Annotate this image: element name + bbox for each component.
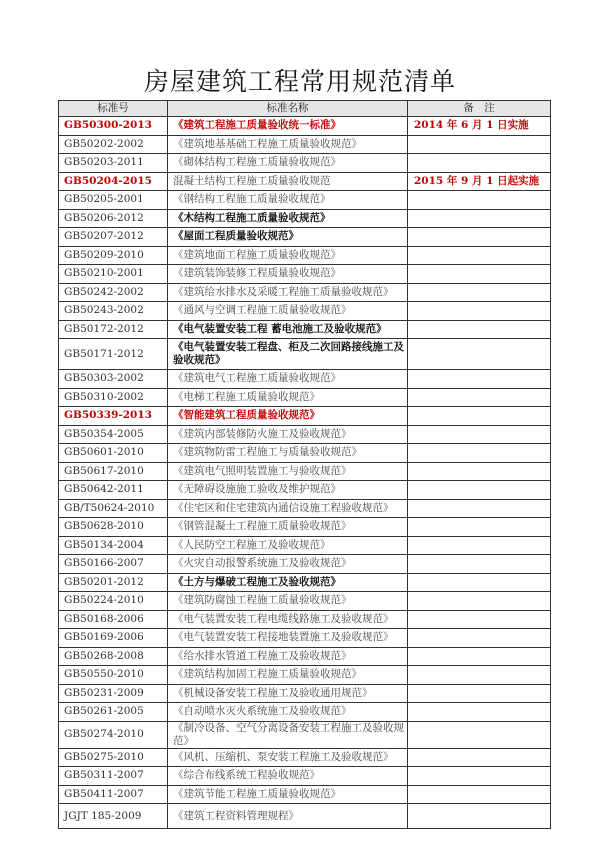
- standard-note: [408, 647, 551, 666]
- standard-note: 2015 年 9 月 1 日起实施: [408, 172, 551, 191]
- standard-name: 《钢结构工程施工质量验收规范》: [168, 191, 408, 210]
- standard-note: [408, 804, 551, 829]
- table-header-row: [59, 101, 551, 117]
- standard-name: 《屋面工程质量验收规范》: [168, 228, 408, 247]
- standard-name: 《无障碍设施施工验收及维护规范》: [168, 481, 408, 500]
- table-row: [59, 425, 551, 444]
- standard-code: JGJT 185-2009: [59, 804, 168, 829]
- table-row: [59, 804, 551, 829]
- standard-name: 《机械设备安装工程施工及验收通用规范》: [168, 684, 408, 703]
- standard-code: GB50261-2005: [59, 703, 168, 722]
- table-row: [59, 370, 551, 389]
- standard-name: 《智能建筑工程质量验收规范》: [168, 407, 408, 426]
- header-note: 备 注: [408, 101, 551, 117]
- standard-name: 《电气装置安装工程接地装置施工及验收规范》: [168, 629, 408, 648]
- standard-code: GB50166-2007: [59, 555, 168, 574]
- table-row: [59, 246, 551, 265]
- standard-note: [408, 246, 551, 265]
- standard-name: 《建筑内部装修防火施工及验收规范》: [168, 425, 408, 444]
- standard-note: [408, 629, 551, 648]
- standard-note: [408, 555, 551, 574]
- standard-code: GB50201-2012: [59, 573, 168, 592]
- standard-name: 《土方与爆破工程施工及验收规范》: [168, 573, 408, 592]
- standard-name: 《电气装置安装工程电缆线路施工及验收规范》: [168, 610, 408, 629]
- standard-code: GB50202-2002: [59, 135, 168, 154]
- standard-name: 《建筑工程资料管理规程》: [168, 804, 408, 829]
- standard-code: GB50617-2010: [59, 462, 168, 481]
- table-row: [59, 748, 551, 767]
- standard-code: GB50172-2012: [59, 320, 168, 339]
- standard-code: GB50203-2011: [59, 154, 168, 173]
- table-row: [59, 462, 551, 481]
- table-row: [59, 721, 551, 748]
- standard-note: [408, 154, 551, 173]
- standard-note: [408, 265, 551, 284]
- table-row: [59, 555, 551, 574]
- table-row: [59, 647, 551, 666]
- standard-name: 《自动喷水灭火系统施工及验收规范》: [168, 703, 408, 722]
- standard-name: 《火灾自动报警系统施工及验收规范》: [168, 555, 408, 574]
- standard-code: GB50411-2007: [59, 785, 168, 804]
- standard-note: [408, 228, 551, 247]
- standard-note: [408, 703, 551, 722]
- standard-name: 《钢管混凝土工程施工质量验收规范》: [168, 518, 408, 537]
- standard-name: 《制冷设备、空气分离设备安装工程施工及验收规范》: [168, 721, 408, 748]
- standard-name: 《建筑节能工程施工质量验收规范》: [168, 785, 408, 804]
- standard-code: GB50224-2010: [59, 592, 168, 611]
- page-title: 房屋建筑工程常用规范清单: [143, 67, 456, 96]
- standard-note: [408, 135, 551, 154]
- standard-name: 《人民防空工程施工及验收规范》: [168, 536, 408, 555]
- table-row: [59, 135, 551, 154]
- header-name: 标准名称: [168, 101, 408, 117]
- standard-note: 2014 年 6 月 1 日实施: [408, 117, 551, 136]
- standard-name: 《建筑装饰装修工程质量验收规范》: [168, 265, 408, 284]
- standard-note: [408, 302, 551, 321]
- standard-note: [408, 370, 551, 389]
- table-row: [59, 767, 551, 786]
- standard-note: [408, 320, 551, 339]
- standard-name: 《通风与空调工程施工质量验收规范》: [168, 302, 408, 321]
- standard-code: GB50268-2008: [59, 647, 168, 666]
- standard-name: 《建筑给水排水及采暖工程施工质量验收规范》: [168, 283, 408, 302]
- standard-note: [408, 407, 551, 426]
- table-row: [59, 518, 551, 537]
- standard-code: GB50354-2005: [59, 425, 168, 444]
- table-row: [59, 785, 551, 804]
- standard-note: [408, 721, 551, 748]
- standard-code: GB50171-2012: [59, 339, 168, 370]
- table-row: [59, 629, 551, 648]
- standard-code: GB50601-2010: [59, 444, 168, 463]
- table-row: [59, 320, 551, 339]
- table-row: [59, 302, 551, 321]
- table-row: [59, 499, 551, 518]
- table-row: [59, 172, 551, 191]
- standard-note: [408, 592, 551, 611]
- standard-code: GB/T50624-2010: [59, 499, 168, 518]
- standard-note: [408, 481, 551, 500]
- standard-code: GB50168-2006: [59, 610, 168, 629]
- standard-note: [408, 610, 551, 629]
- standard-note: [408, 573, 551, 592]
- standard-note: [408, 684, 551, 703]
- table-row: [59, 407, 551, 426]
- table-body: [59, 117, 551, 829]
- standard-note: [408, 191, 551, 210]
- standard-name: 《电梯工程施工质量验收规范》: [168, 388, 408, 407]
- standard-name: 《建筑电气工程施工质量验收规范》: [168, 370, 408, 389]
- table-row: [59, 283, 551, 302]
- standard-note: [408, 785, 551, 804]
- table-row: [59, 209, 551, 228]
- table-row: [59, 481, 551, 500]
- standard-name: 《电气装置安装工程 蓄电池施工及验收规范》: [168, 320, 408, 339]
- table-row: [59, 592, 551, 611]
- standard-name: 《建筑防腐蚀工程施工质量验收规范》: [168, 592, 408, 611]
- table-row: [59, 444, 551, 463]
- standard-code: GB50231-2009: [59, 684, 168, 703]
- standard-code: GB50242-2002: [59, 283, 168, 302]
- standard-note: [408, 283, 551, 302]
- table-row: [59, 666, 551, 685]
- standard-name: 《砌体结构工程施工质量验收规范》: [168, 154, 408, 173]
- header-code: 标准号: [59, 101, 168, 117]
- standard-note: [408, 209, 551, 228]
- standard-note: [408, 536, 551, 555]
- standard-name: 《综合布线系统工程验收规范》: [168, 767, 408, 786]
- standard-code: GB50300-2013: [59, 117, 168, 136]
- standard-code: GB50311-2007: [59, 767, 168, 786]
- standard-name: 《建筑物防雷工程施工与质量验收规范》: [168, 444, 408, 463]
- standard-note: [408, 748, 551, 767]
- standard-note: [408, 767, 551, 786]
- standard-code: GB50206-2012: [59, 209, 168, 228]
- standard-code: GB50243-2002: [59, 302, 168, 321]
- standard-code: GB50210-2001: [59, 265, 168, 284]
- table-row: [59, 339, 551, 370]
- standard-name: 《建筑电气照明装置施工与验收规范》: [168, 462, 408, 481]
- standard-name: 《住宅区和住宅建筑内通信设施工程验收规范》: [168, 499, 408, 518]
- standard-name: 《建筑工程施工质量验收统一标准》: [168, 117, 408, 136]
- standards-table: [58, 100, 551, 829]
- standard-code: GB50207-2012: [59, 228, 168, 247]
- standard-name: 《建筑结构加固工程施工质量验收规范》: [168, 666, 408, 685]
- table-row: [59, 536, 551, 555]
- standard-name: 《给水排水管道工程施工及验收规范》: [168, 647, 408, 666]
- standard-name: 《建筑地面工程施工质量验收规范》: [168, 246, 408, 265]
- standard-note: [408, 462, 551, 481]
- standard-name: 混凝土结构工程施工质量验收规范: [168, 172, 408, 191]
- standard-note: [408, 518, 551, 537]
- table-row: [59, 228, 551, 247]
- standard-code: GB50339-2013: [59, 407, 168, 426]
- table-row: [59, 154, 551, 173]
- standard-code: GB50550-2010: [59, 666, 168, 685]
- table-row: [59, 265, 551, 284]
- standard-code: GB50205-2001: [59, 191, 168, 210]
- table-row: [59, 573, 551, 592]
- standard-code: GB50642-2011: [59, 481, 168, 500]
- standard-code: GB50134-2004: [59, 536, 168, 555]
- standard-note: [408, 444, 551, 463]
- table-row: [59, 388, 551, 407]
- standard-name: 《风机、压缩机、泵安装工程施工及验收规范》: [168, 748, 408, 767]
- standard-name: 《电气装置安装工程盘、柜及二次回路接线施工及验收规范》: [168, 339, 408, 370]
- standard-note: [408, 499, 551, 518]
- table-row: [59, 191, 551, 210]
- standard-code: GB50209-2010: [59, 246, 168, 265]
- standard-note: [408, 388, 551, 407]
- standard-code: GB50274-2010: [59, 721, 168, 748]
- standard-code: GB50204-2015: [59, 172, 168, 191]
- standard-code: GB50169-2006: [59, 629, 168, 648]
- standard-name: 《木结构工程施工质量验收规范》: [168, 209, 408, 228]
- table-row: [59, 117, 551, 136]
- standard-note: [408, 666, 551, 685]
- table-row: [59, 703, 551, 722]
- standard-code: GB50310-2002: [59, 388, 168, 407]
- table-row: [59, 610, 551, 629]
- standard-code: GB50275-2010: [59, 748, 168, 767]
- table-row: [59, 684, 551, 703]
- standard-name: 《建筑地基基础工程施工质量验收规范》: [168, 135, 408, 154]
- standard-note: [408, 425, 551, 444]
- standard-code: GB50303-2002: [59, 370, 168, 389]
- standard-code: GB50628-2010: [59, 518, 168, 537]
- standard-note: [408, 339, 551, 370]
